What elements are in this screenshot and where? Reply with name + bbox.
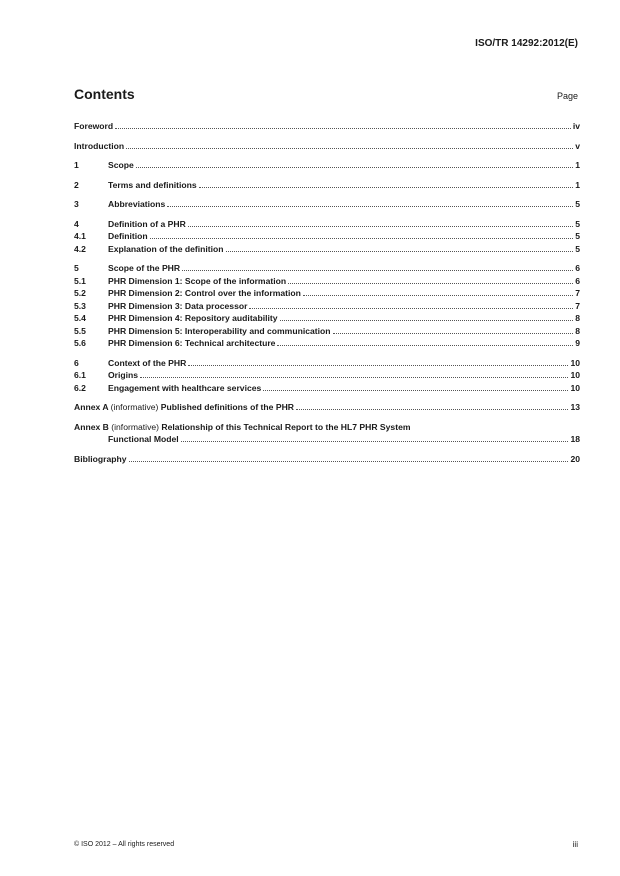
toc-leader — [199, 187, 574, 188]
toc-entry-title: PHR Dimension 4: Repository auditability — [108, 313, 278, 323]
toc-entry-page: 10 — [570, 382, 580, 393]
toc-entry-number: 6 — [74, 357, 79, 368]
toc-entry-title — [74, 422, 411, 433]
document-id: ISO/TR 14292:2012(E) — [475, 38, 578, 49]
page-column-label: Page — [556, 91, 578, 101]
toc-entry-page: 7 — [575, 288, 580, 298]
annex-title: Published definitions of the PHR — [160, 402, 294, 412]
toc-leader — [263, 390, 568, 391]
toc-leader — [129, 461, 569, 462]
toc-entry-dimension-4[interactable] — [74, 313, 580, 324]
toc-entry-number: 4 — [74, 218, 79, 229]
toc-leader — [280, 320, 574, 321]
toc-leader — [182, 270, 573, 271]
toc-entry-page: 5 — [575, 199, 580, 209]
toc-leader — [115, 128, 571, 129]
toc-entry-foreword[interactable] — [74, 121, 580, 132]
toc-entry-page: 7 — [575, 300, 580, 311]
toc-entry-scope[interactable] — [74, 160, 580, 171]
annex-title-continuation: Functional Model — [108, 434, 179, 444]
toc-entry-title: PHR Dimension 1: Scope of the information — [108, 275, 287, 286]
toc-entry-page: 8 — [575, 325, 580, 336]
toc-entry-page: 10 — [570, 370, 580, 380]
toc-entry-title: PHR Dimension 6: Technical architecture — [108, 338, 276, 348]
toc-entry-page: 1 — [575, 160, 580, 170]
toc-leader — [181, 441, 569, 442]
toc-entry-page: 6 — [575, 263, 580, 273]
toc-entry-title: Scope — [108, 160, 134, 170]
toc-entry-engagement[interactable] — [74, 383, 580, 394]
toc-entry-number: 6.1 — [74, 370, 86, 380]
toc-entry-title: PHR Dimension 3: Data processor — [108, 300, 248, 311]
toc-entry-annex-b[interactable] — [74, 422, 580, 445]
toc-entry-abbreviations[interactable] — [74, 199, 580, 210]
toc-entry-title: Terms and definitions — [108, 179, 197, 190]
toc-entry-page: 5 — [575, 231, 580, 241]
annex-prefix: Annex A — [74, 402, 109, 412]
toc-entry-terms[interactable] — [74, 180, 580, 191]
toc-entry-page: 5 — [575, 218, 580, 229]
toc-entry-page: 10 — [570, 357, 580, 368]
toc-entry-dimension-3[interactable] — [74, 301, 580, 312]
toc-entry-explanation[interactable] — [74, 244, 580, 255]
toc-entry-page: 8 — [575, 313, 580, 323]
toc-entry-number: 3 — [74, 199, 79, 209]
toc-leader — [140, 377, 568, 378]
toc-entry-line — [74, 422, 580, 433]
toc-entry-title: Foreword — [74, 121, 114, 131]
toc-entry-scope-phr[interactable] — [74, 263, 580, 274]
toc-leader — [150, 238, 574, 239]
toc-leader — [126, 148, 573, 149]
toc-entry-dimension-6[interactable] — [74, 338, 580, 349]
page-title: Contents — [74, 86, 135, 102]
toc-entry-dimension-1[interactable] — [74, 276, 580, 287]
toc-entry-definition-phr[interactable] — [74, 219, 580, 230]
toc-leader — [288, 283, 573, 284]
toc-entry-title: Definition — [108, 231, 148, 241]
table-of-contents — [74, 121, 580, 464]
toc-entry-title: Bibliography — [74, 453, 127, 464]
toc-leader — [136, 167, 573, 168]
toc-leader — [188, 365, 568, 366]
toc-entry-number: 1 — [74, 160, 79, 170]
toc-entry-title: Definition of a PHR — [108, 218, 186, 229]
toc-leader — [296, 409, 568, 410]
toc-entry-title: Context of the PHR — [108, 357, 187, 368]
toc-entry-page: 18 — [570, 434, 580, 444]
page-number: iii — [572, 840, 578, 849]
toc-entry-number: 5.1 — [74, 275, 86, 286]
toc-entry-annex-a[interactable] — [74, 402, 580, 413]
toc-entry-number: 6.2 — [74, 382, 86, 393]
toc-entry-number: 5.2 — [74, 288, 86, 298]
toc-entry-title: Engagement with healthcare services — [108, 382, 262, 393]
toc-leader — [277, 345, 573, 346]
toc-entry-number: 5.6 — [74, 338, 86, 348]
toc-entry-title: Scope of the PHR — [108, 263, 181, 273]
toc-entry-title: Explanation of the definition — [108, 243, 224, 254]
toc-entry-title: Introduction — [74, 140, 125, 151]
toc-entry-page: v — [575, 140, 580, 151]
toc-entry-title — [74, 402, 294, 413]
annex-title: Relationship of this Technical Report to the HL7 PHR System — [161, 421, 411, 432]
toc-entry-title: PHR Dimension 2: Control over the information — [108, 288, 301, 298]
toc-entry-number: 5 — [74, 263, 79, 273]
toc-entry-context-phr[interactable] — [74, 358, 580, 369]
toc-leader — [167, 206, 573, 207]
toc-entry-page: 6 — [575, 275, 580, 286]
toc-entry-dimension-2[interactable] — [74, 288, 580, 299]
annex-prefix: Annex B — [74, 421, 109, 432]
toc-entry-introduction[interactable] — [74, 141, 580, 152]
annex-note: (informative) — [111, 421, 160, 432]
toc-entry-number: 2 — [74, 179, 79, 190]
toc-entry-number: 5.4 — [74, 313, 86, 323]
toc-entry-page: 1 — [575, 179, 580, 190]
toc-entry-title: Abbreviations — [108, 199, 166, 209]
toc-leader — [333, 333, 574, 334]
toc-entry-definition[interactable] — [74, 231, 580, 242]
toc-entry-dimension-5[interactable] — [74, 326, 580, 337]
toc-entry-number: 5.3 — [74, 300, 86, 311]
toc-entry-page: 5 — [575, 243, 580, 254]
toc-entry-number: 5.5 — [74, 325, 86, 336]
toc-entry-title: PHR Dimension 5: Interoperability and communication — [108, 325, 331, 336]
toc-entry-page: 13 — [570, 402, 580, 412]
copyright-notice: © ISO 2012 – All rights reserved — [74, 841, 175, 848]
toc-entry-number: 4.2 — [74, 243, 86, 254]
toc-leader — [226, 251, 574, 252]
toc-entry-line — [74, 434, 580, 445]
toc-entry-origins[interactable] — [74, 370, 580, 381]
toc-leader — [303, 295, 573, 296]
toc-leader — [188, 226, 573, 227]
toc-entry-bibliography[interactable] — [74, 454, 580, 465]
toc-entry-page: 9 — [575, 338, 580, 348]
annex-note: (informative) — [110, 402, 159, 412]
toc-entry-number: 4.1 — [74, 231, 86, 241]
toc-entry-page: 20 — [570, 453, 580, 464]
toc-entry-page: iv — [572, 121, 580, 131]
toc-leader — [249, 308, 573, 309]
toc-entry-title: Origins — [108, 370, 139, 380]
